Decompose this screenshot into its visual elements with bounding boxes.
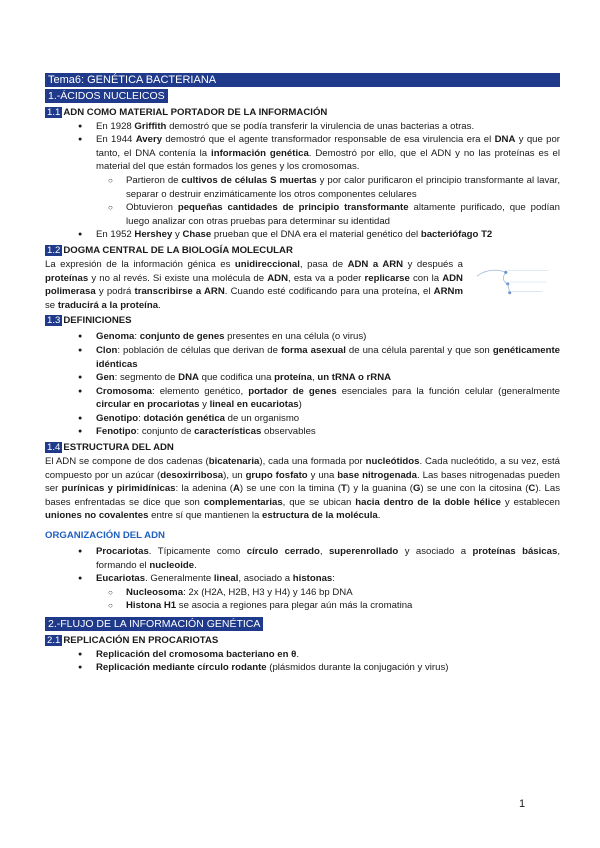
list-item: ● En 1928 Griffith demostró que se podía transferir la virulencia de unas bacterias a otras.: [45, 120, 560, 134]
page-number: 1: [519, 798, 526, 810]
list-item: ○ Partieron de cultivos de células S muertas y por calor purificaron el principio transformante al lavar, separar o destruir enzimáticamente los otros componentes celulares: [96, 174, 560, 201]
list-item: ● Replicación del cromosoma bacteriano en θ.: [45, 648, 560, 662]
list-item: ○ Histona H1 se asocia a regiones para plegar aún más la cromatina: [96, 599, 560, 613]
list-item: ○ Nucleosoma: 2x (H2A, H2B, H3 y H4) y 146 bp DNA: [96, 586, 560, 600]
bullet-list: [45, 648, 560, 675]
paragraph: El ADN se compone de dos cadenas (bicatenaria), cada una formada por nucleótidos. Cada nucleótido, a su vez, está compuesto por un azúcar (desoxirribosa), un grupo fosfato y una base nitrogenada. Las bases nitrogenadas pueden ser purínicas y pirimidínicas: la adenina (A) se une con la timina (T) y la guanina (G) se une con la citosina (C). Las bases enfrentadas se dice que son complementarias, que se ubican hacia dentro de la doble hélice y establecen uniones no covalentes entre sí que mantienen la estructura de la molécula.: [45, 456, 561, 522]
sub-bullet-list: [96, 174, 560, 228]
subsection-number: 1.1: [47, 106, 61, 118]
list-item: ● Gen: segmento de DNA que codifica una proteína, un tRNA o rRNA: [45, 371, 560, 385]
central-dogma-diagram: [471, 262, 560, 302]
subsection-title: REPLICACIÓN EN PROCARIOTAS: [63, 634, 219, 646]
bullet-list: [45, 120, 560, 242]
subsection-heading-1-3: [45, 314, 560, 328]
organizacion-heading: ORGANIZACIÓN DEL ADN: [45, 530, 165, 542]
subsection-number: 1.2: [47, 244, 61, 256]
document-page: [45, 73, 560, 675]
dogma-block: [45, 258, 560, 312]
subsection-heading-2-1: [45, 634, 560, 648]
subsection-number: 1.4: [47, 442, 61, 454]
list-item: ● En 1952 Hershey y Chase prueban que el DNA era el material genético del bacteriófago T2: [45, 228, 560, 242]
subsection-heading-1-2: [45, 244, 560, 258]
list-item: ● Fenotipo: conjunto de características observables: [45, 425, 560, 439]
sub-bullet-list: [96, 586, 560, 613]
section-heading-acidos-nucleicos: 1.-ÁCIDOS NUCLEICOS: [45, 89, 168, 103]
list-item: ● Eucariotas. Generalmente lineal, asociado a histonas: ○ Nucleosoma: 2x (H2A, H2B, H3 y H4) y 146 bp DNA ○ Histona H1 se asocia a regiones para plegar aún más la cromatina: [45, 572, 560, 613]
definition-list: [45, 330, 560, 439]
subsection-heading-1-1: [45, 106, 560, 120]
document-title: Tema6: GENÉTICA BACTERIANA: [45, 73, 560, 87]
list-item: ● Cromosoma: elemento genético, portador de genes esenciales para la función celular (generalmente circular en procariotas y lineal en eucariotas): [45, 385, 560, 412]
subsection-title: DEFINICIONES: [63, 315, 132, 327]
list-item: ○ Obtuvieron pequeñas cantidades de principio transformante altamente purificado, que podían luego analizar con otras pruebas para determinar su identidad: [96, 201, 560, 228]
list-item: ● En 1944 Avery demostró que el agente transformador responsable de esa virulencia era el DNA y que por tanto, el DNA contenía la información genética. Demostró por ello, que el ADN y no las proteínas es el material del que están formados los genes y los cromosomas. ○ Partieron de cultivos de células S muertas y por calor purificaron el principio transformante al lavar, separar o destruir enzimáticamente los otros componentes celulares ○ Obtuvieron pequeñas cantidades de principio transformante altamente purificado, que podían luego analizar con otras pruebas para determinar su identidad: [45, 133, 560, 228]
subsection-number: 1.3: [47, 315, 61, 327]
bullet-list: [45, 545, 560, 613]
paragraph: La expresión de la información génica es unidireccional, pasa de ADN a ARN y después a proteínas y no al revés. Si existe una molécula de ADN, esta va a poder replicarse con la ADN polimerasa y podrá transcribirse a ARN. Cuando esté codificando para una proteína, el ARNm se traducirá a la proteína.: [45, 258, 464, 311]
list-item: ● Clon: población de células que derivan de forma asexual de una célula parental y que son genéticamente idénticas: [45, 344, 560, 371]
list-item: ● Genotipo: dotación genética de un organismo: [45, 412, 560, 426]
subsection-title: ESTRUCTURA DEL ADN: [63, 442, 174, 454]
section-heading-flujo-informacion: 2.-FLUJO DE LA INFORMACIÓN GENÉTICA: [45, 617, 263, 631]
subsection-number: 2.1: [47, 634, 61, 646]
subsection-title: ADN COMO MATERIAL PORTADOR DE LA INFORMACIÓN: [63, 106, 328, 118]
subsection-heading-1-4: [45, 441, 560, 455]
list-item: ● Genoma: conjunto de genes presentes en una célula (o virus): [45, 330, 560, 344]
list-item: ● Replicación mediante círculo rodante (plásmidos durante la conjugación y virus): [45, 661, 560, 675]
subsection-title: DOGMA CENTRAL DE LA BIOLOGÍA MOLECULAR: [63, 244, 293, 256]
list-item: ● Procariotas. Típicamente como círculo cerrado, superenrollado y asociado a proteínas básicas, formando el nucleoide.: [45, 545, 560, 572]
